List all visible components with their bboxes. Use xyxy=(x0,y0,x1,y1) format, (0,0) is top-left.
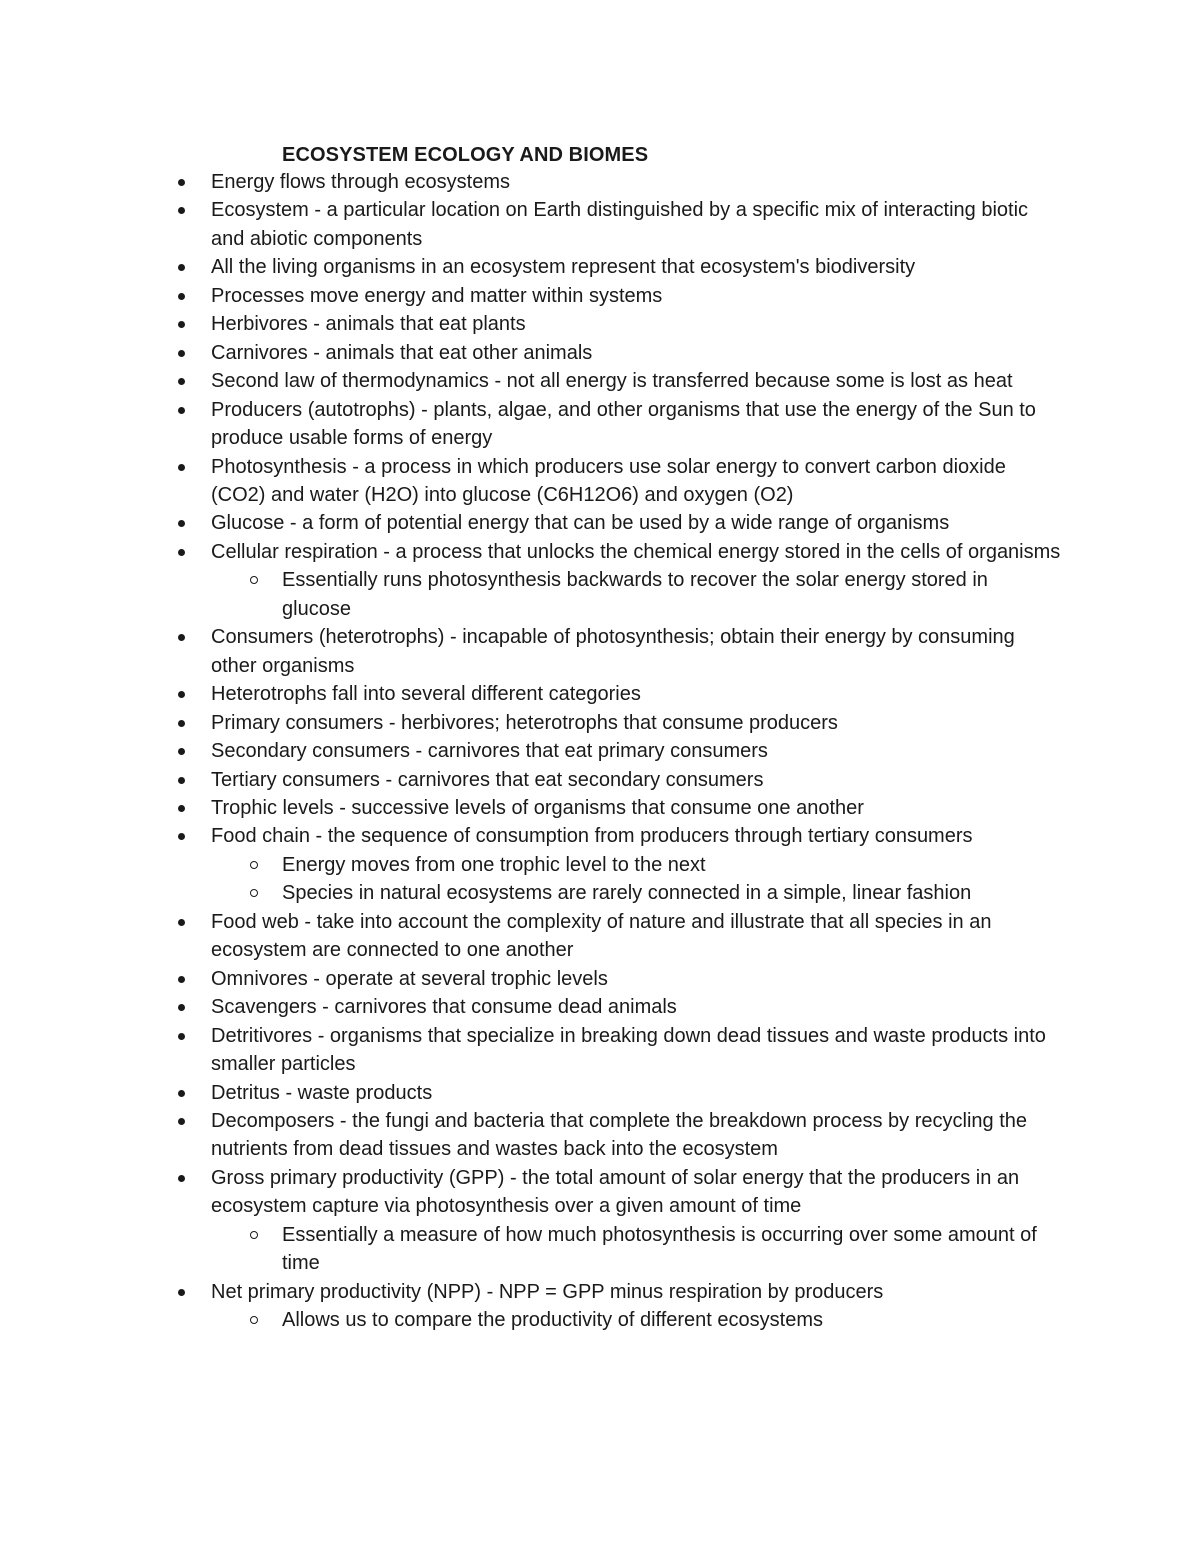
bullet-disc-icon xyxy=(178,1033,185,1040)
list-item-text: Cellular respiration - a process that unlocks the chemical energy stored in the cells of organisms xyxy=(211,540,1061,563)
list-item-text: Glucose - a form of potential energy that can be used by a wide range of organisms xyxy=(211,512,950,535)
bullet-circle-icon xyxy=(250,576,258,584)
bullet-disc-icon xyxy=(178,1118,185,1125)
list-item-text: Carnivores - animals that eat other animals xyxy=(211,341,593,364)
list-item-text: Detritivores - organisms that specialize in breaking down dead tissues and waste products into smaller particles xyxy=(211,1024,1046,1076)
bullet-circle-icon xyxy=(250,861,258,869)
sub-list xyxy=(211,566,1061,623)
list-item xyxy=(0,794,1061,822)
list-item-text: Net primary productivity (NPP) - NPP = GPP minus respiration by producers xyxy=(211,1280,884,1303)
list-item xyxy=(0,1278,1061,1335)
list-item xyxy=(0,623,1061,680)
list-item-text: Processes move energy and matter within systems xyxy=(211,284,663,307)
list-item-text: Energy flows through ecosystems xyxy=(211,171,511,193)
bullet-disc-icon xyxy=(178,976,185,983)
bullet-disc-icon xyxy=(178,464,185,471)
list-item xyxy=(0,766,1061,794)
bullet-disc-icon xyxy=(178,1090,185,1097)
bullet-disc-icon xyxy=(178,520,185,527)
list-item xyxy=(0,538,1061,623)
bullet-disc-icon xyxy=(178,805,185,812)
bullet-disc-icon xyxy=(178,1004,185,1011)
bullet-disc-icon xyxy=(178,748,185,755)
bullet-disc-icon xyxy=(178,777,185,784)
list-item-text: Detritus - waste products xyxy=(211,1081,433,1104)
list-item xyxy=(0,908,1061,965)
bullet-disc-icon xyxy=(178,264,185,271)
list-item xyxy=(0,253,1061,281)
bullet-disc-icon xyxy=(178,350,185,357)
list-item-text: Herbivores - animals that eat plants xyxy=(211,313,526,336)
list-item xyxy=(0,737,1061,765)
list-item xyxy=(0,168,1061,196)
sub-list xyxy=(211,1221,1061,1278)
list-item-text: Heterotrophs fall into several different categories xyxy=(211,683,641,706)
list-item xyxy=(0,1107,1061,1164)
bullet-disc-icon xyxy=(178,1289,185,1296)
list-item xyxy=(0,993,1061,1021)
bullet-disc-icon xyxy=(178,207,185,214)
list-item-text: Omnivores - operate at several trophic levels xyxy=(211,967,608,990)
bullet-circle-icon xyxy=(250,1316,258,1324)
sub-list-item-text: Essentially runs photosynthesis backwards to recover the solar energy stored in glucose xyxy=(282,569,988,620)
list-item-text: Decomposers - the fungi and bacteria that complete the breakdown process by recycling the nutrients from dead tissues and wastes back into the ecosystem xyxy=(211,1109,1027,1161)
bullet-disc-icon xyxy=(178,378,185,385)
list-item xyxy=(0,453,1061,510)
sub-list-item xyxy=(0,851,1062,879)
sub-list-item-text: Species in natural ecosystems are rarely connected in a simple, linear fashion xyxy=(282,882,972,905)
list-item-text: Food chain - the sequence of consumption from producers through tertiary consumers xyxy=(211,825,973,848)
bullet-disc-icon xyxy=(178,1175,185,1182)
bullet-disc-icon xyxy=(178,179,185,186)
bullet-disc-icon xyxy=(178,634,185,641)
bullet-disc-icon xyxy=(178,720,185,727)
list-item-text: Tertiary consumers - carnivores that eat secondary consumers xyxy=(211,768,764,791)
list-item xyxy=(0,196,1061,253)
list-item xyxy=(0,396,1061,453)
list-item xyxy=(0,310,1061,338)
bullet-disc-icon xyxy=(178,549,185,556)
sub-list-item-text: Essentially a measure of how much photosynthesis is occurring over some amount of time xyxy=(282,1223,1037,1275)
bullet-disc-icon xyxy=(178,691,185,698)
sub-list-item xyxy=(0,566,1062,623)
list-item xyxy=(0,822,1061,907)
list-item-text: Primary consumers - herbivores; heterotrophs that consume producers xyxy=(211,711,838,734)
list-item-text: Second law of thermodynamics - not all energy is transferred because some is lost as heat xyxy=(211,370,1013,393)
list-item xyxy=(0,367,1061,395)
notes-list xyxy=(0,168,1200,1335)
bullet-disc-icon xyxy=(178,407,185,414)
list-item xyxy=(0,509,1061,537)
document-title: ECOSYSTEM ECOLOGY AND BIOMES xyxy=(282,144,649,166)
sub-list-item xyxy=(0,879,1062,907)
sub-list-item-text: Allows us to compare the productivity of different ecosystems xyxy=(282,1309,823,1332)
list-item xyxy=(0,709,1061,737)
bullet-disc-icon xyxy=(178,919,185,926)
list-item-text: Photosynthesis - a process in which producers use solar energy to convert carbon dioxide (CO2) and water (H2O) into glucose (C6H12O6) and oxygen (O2) xyxy=(211,455,1006,506)
bullet-disc-icon xyxy=(178,293,185,300)
sub-list xyxy=(211,1306,1061,1334)
list-item-text: Consumers (heterotrophs) - incapable of photosynthesis; obtain their energy by consuming other organisms xyxy=(211,626,1015,677)
bullet-circle-icon xyxy=(250,1231,258,1239)
list-item-text: Ecosystem - a particular location on Earth distinguished by a specific mix of interacting biotic and abiotic components xyxy=(211,199,1029,250)
sub-list-item-text: Energy moves from one trophic level to the next xyxy=(282,853,706,876)
list-item xyxy=(0,1079,1061,1107)
sub-list-item xyxy=(0,1306,1062,1334)
list-item-text: Producers (autotrophs) - plants, algae, and other organisms that use the energy of the Sun to produce usable forms of energy xyxy=(211,398,1036,450)
list-item xyxy=(0,1022,1061,1079)
list-item xyxy=(0,680,1061,708)
list-item xyxy=(0,1164,1061,1278)
sub-list xyxy=(211,851,1061,908)
list-item-text: Scavengers - carnivores that consume dead animals xyxy=(211,996,677,1019)
list-item xyxy=(0,965,1061,993)
list-item-text: Food web - take into account the complexity of nature and illustrate that all species in an ecosystem are connected to one another xyxy=(211,910,992,962)
list-item-text: All the living organisms in an ecosystem represent that ecosystem's biodiversity xyxy=(211,256,916,279)
list-item-text: Secondary consumers - carnivores that eat primary consumers xyxy=(211,740,768,763)
list-item xyxy=(0,339,1061,367)
bullet-circle-icon xyxy=(250,889,258,897)
bullet-disc-icon xyxy=(178,321,185,328)
bullet-disc-icon xyxy=(178,833,185,840)
list-item-text: Gross primary productivity (GPP) - the total amount of solar energy that the producers in an ecosystem capture via photosynthesis over a given amount of time xyxy=(211,1166,1020,1218)
list-item xyxy=(0,282,1061,310)
sub-list-item xyxy=(0,1221,1062,1278)
list-item-text: Trophic levels - successive levels of organisms that consume one another xyxy=(211,796,864,819)
